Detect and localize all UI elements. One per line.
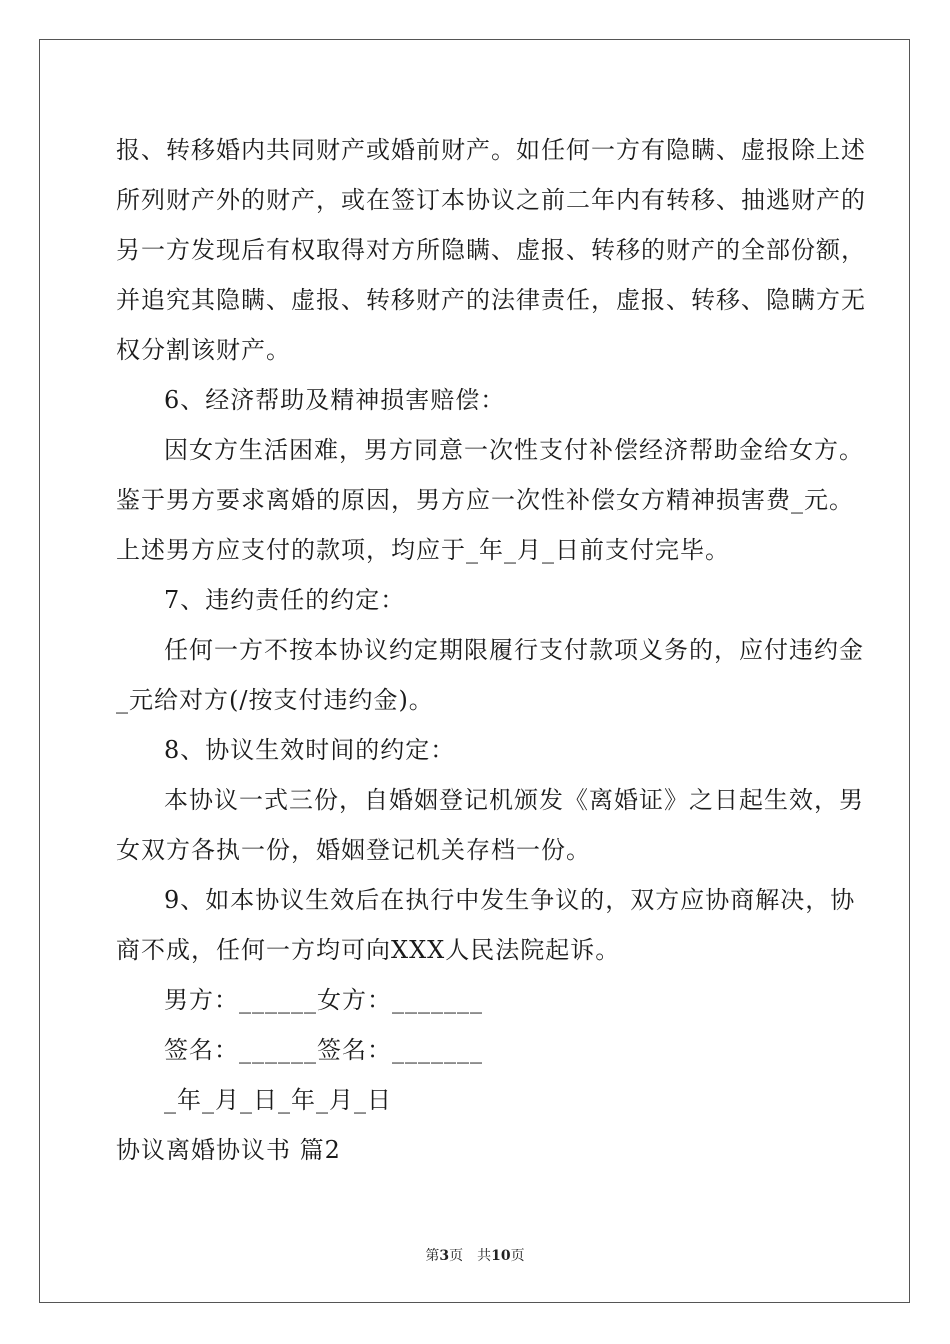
footer-page-prefix: 第 <box>425 1248 440 1264</box>
text-line: 报、转移婚内共同财产或婚前财产。如任何一方有隐瞒、虚报除上述 <box>116 136 866 164</box>
text-line: 上述男方应支付的款项，均应于_年_月_日前支付完毕。 <box>116 536 730 564</box>
footer-page-suffix: 页 <box>449 1248 464 1264</box>
signature-party-line: 男方：______女方：_______ <box>164 986 483 1014</box>
footer-total-suffix: 页 <box>510 1248 525 1264</box>
section-title: 协议离婚协议书 篇2 <box>116 1136 341 1164</box>
signature-date-line: _年_月_日_年_月_日 <box>164 1086 392 1114</box>
page-footer <box>0 1247 950 1265</box>
text-line: 女双方各执一份，婚姻登记机关存档一份。 <box>116 836 591 864</box>
text-line: _元给对方(/按支付违约金)。 <box>116 686 434 714</box>
section-heading: 7、违约责任的约定： <box>164 586 406 614</box>
section-heading: 6、经济帮助及精神损害赔偿： <box>164 386 506 414</box>
text-line: 权分割该财产。 <box>116 336 291 364</box>
text-line: 本协议一式三份，自婚姻登记机颁发《离婚证》之日起生效，男 <box>164 786 864 814</box>
text-line: 商不成，任何一方均可向XXX人民法院起诉。 <box>116 936 621 964</box>
footer-page-total: 10 <box>491 1248 511 1264</box>
signature-name-line: 签名：______签名：_______ <box>164 1036 483 1064</box>
text-line: 鉴于男方要求离婚的原因，男方应一次性补偿女方精神损害费_元。 <box>116 486 854 514</box>
footer-page-current: 3 <box>439 1248 450 1264</box>
text-line: 9、如本协议生效后在执行中发生争议的，双方应协商解决，协 <box>164 886 856 914</box>
text-line: 另一方发现后有权取得对方所隐瞒、虚报、转移的财产的全部份额， <box>116 236 866 264</box>
text-line: 所列财产外的财产，或在签订本协议之前二年内有转移、抽逃财产的 <box>116 186 866 214</box>
footer-total-prefix: 共 <box>477 1248 492 1264</box>
text-line: 因女方生活困难，男方同意一次性支付补偿经济帮助金给女方。 <box>164 436 864 464</box>
text-line: 任何一方不按本协议约定期限履行支付款项义务的，应付违约金 <box>164 636 864 664</box>
section-heading: 8、协议生效时间的约定： <box>164 736 456 764</box>
text-line: 并追究其隐瞒、虚报、转移财产的法律责任，虚报、转移、隐瞒方无 <box>116 286 866 314</box>
